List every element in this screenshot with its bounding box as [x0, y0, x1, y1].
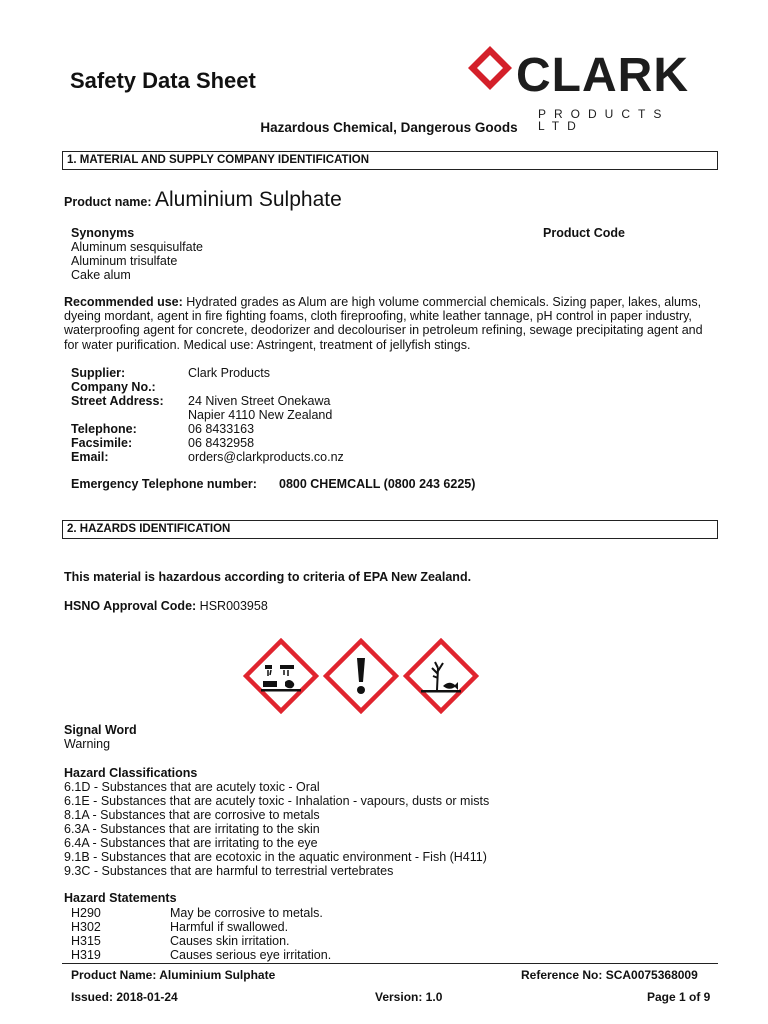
telephone-label: Telephone:	[71, 422, 137, 436]
hazard-statement-code: H315	[71, 934, 101, 948]
hsno-label: HSNO Approval Code:	[64, 599, 197, 613]
environment-icon	[403, 638, 479, 714]
clark-logo	[466, 44, 721, 133]
product-name-value: Aluminium Sulphate	[155, 188, 342, 211]
emergency-label: Emergency Telephone number:	[71, 477, 257, 491]
document-title: Safety Data Sheet	[70, 68, 256, 93]
document-subtitle: Hazardous Chemical, Dangerous Goods	[260, 120, 518, 135]
hazard-classifications-label: Hazard Classifications	[64, 766, 198, 780]
email-label: Email:	[71, 450, 109, 464]
footer-reference-value: SCA0075368009	[605, 968, 698, 982]
hsno-row	[64, 599, 268, 613]
hazard-classification-item: 6.4A - Substances that are irritating to the eye	[64, 836, 318, 850]
footer-product-name: Product Name: Aluminium Sulphate	[71, 968, 276, 982]
hazard-classification-item: 8.1A - Substances that are corrosive to metals	[64, 808, 320, 822]
facsimile-label: Facsimile:	[71, 436, 133, 450]
recommended-use-label: Recommended use:	[64, 295, 183, 309]
product-name-row	[64, 188, 342, 212]
email-link[interactable]: orders@clarkproducts.co.nz	[188, 450, 344, 464]
hazard-statement-text: Causes serious eye irritation.	[170, 948, 332, 962]
section-2-heading: 2. HAZARDS IDENTIFICATION	[62, 520, 718, 539]
synonyms-label: Synonyms	[71, 226, 135, 240]
synonym-item: Aluminum sesquisulfate	[71, 240, 204, 254]
hazard-statements-label: Hazard Statements	[64, 891, 177, 905]
product-code-label: Product Code	[543, 226, 625, 240]
hazard-statement-text: Causes skin irritation.	[170, 934, 290, 948]
logo-diamond-icon	[466, 44, 514, 92]
recommended-use-text: Hydrated grades as Alum are high volume commercial chemicals. Sizing paper, lakes, alums, dyeing mordant, agent in fire fighting foams, cloth fireproofing, white leather tannage, pH control in paper industry, waterproofing agent for concrete, deodorizer and decolouriser in petroleum refining, sewage precipitating agent and for water purification. Medical use: Astringent, treatment of jellyfish stings.	[64, 295, 703, 352]
company-no-label: Company No.:	[71, 380, 156, 394]
signal-word-label: Signal Word	[64, 723, 137, 737]
corrosion-icon	[243, 638, 319, 714]
footer-version: Version: 1.0	[375, 990, 443, 1004]
footer-issued: Issued: 2018-01-24	[71, 990, 178, 1004]
hazardous-statement: This material is hazardous according to criteria of EPA New Zealand.	[64, 570, 472, 584]
hsno-value: HSR003958	[199, 599, 268, 613]
hazard-statement-text: May be corrosive to metals.	[170, 906, 323, 920]
hazard-statement-code: H319	[71, 948, 101, 962]
hazard-statement-code: H290	[71, 906, 101, 920]
synonym-item: Aluminum trisulfate	[71, 254, 178, 268]
section-1-heading: 1. MATERIAL AND SUPPLY COMPANY IDENTIFICATION	[62, 151, 718, 170]
footer-reference-label: Reference No:	[521, 968, 603, 982]
logo-wordmark: CLARK	[516, 49, 689, 102]
synonym-item: Cake alum	[71, 268, 131, 282]
hazard-statement-code: H302	[71, 920, 101, 934]
product-name-label: Product name:	[64, 195, 152, 209]
street-address-line2: Napier 4110 New Zealand	[188, 408, 333, 422]
signal-word-value: Warning	[64, 737, 111, 751]
street-address-label: Street Address:	[71, 394, 164, 408]
emergency-value: 0800 CHEMCALL (0800 243 6225)	[279, 477, 476, 491]
street-address-value: 24 Niven Street Onekawa	[188, 394, 331, 408]
footer-page-number: Page 1 of 9	[647, 990, 711, 1004]
supplier-label: Supplier:	[71, 366, 126, 380]
footer-reference	[521, 968, 698, 982]
recommended-use-paragraph	[64, 295, 714, 352]
hazard-classification-item: 9.1B - Substances that are ecotoxic in the aquatic environment - Fish (H411)	[64, 850, 487, 864]
facsimile-value: 06 8432958	[188, 436, 255, 450]
logo-subtext: PRODUCTS LTD	[538, 107, 670, 133]
hazard-classification-item: 6.1E - Substances that are acutely toxic - Inhalation - vapours, dusts or mists	[64, 794, 490, 808]
exclamation-icon	[323, 638, 399, 714]
hazard-classification-item: 9.3C - Substances that are harmful to terrestrial vertebrates	[64, 864, 394, 878]
supplier-value: Clark Products	[188, 366, 270, 380]
telephone-value: 06 8433163	[188, 422, 255, 436]
hazard-classification-item: 6.1D - Substances that are acutely toxic - Oral	[64, 780, 320, 794]
footer-divider	[62, 963, 718, 964]
hazard-classification-item: 6.3A - Substances that are irritating to the skin	[64, 822, 320, 836]
hazard-statement-text: Harmful if swallowed.	[170, 920, 289, 934]
